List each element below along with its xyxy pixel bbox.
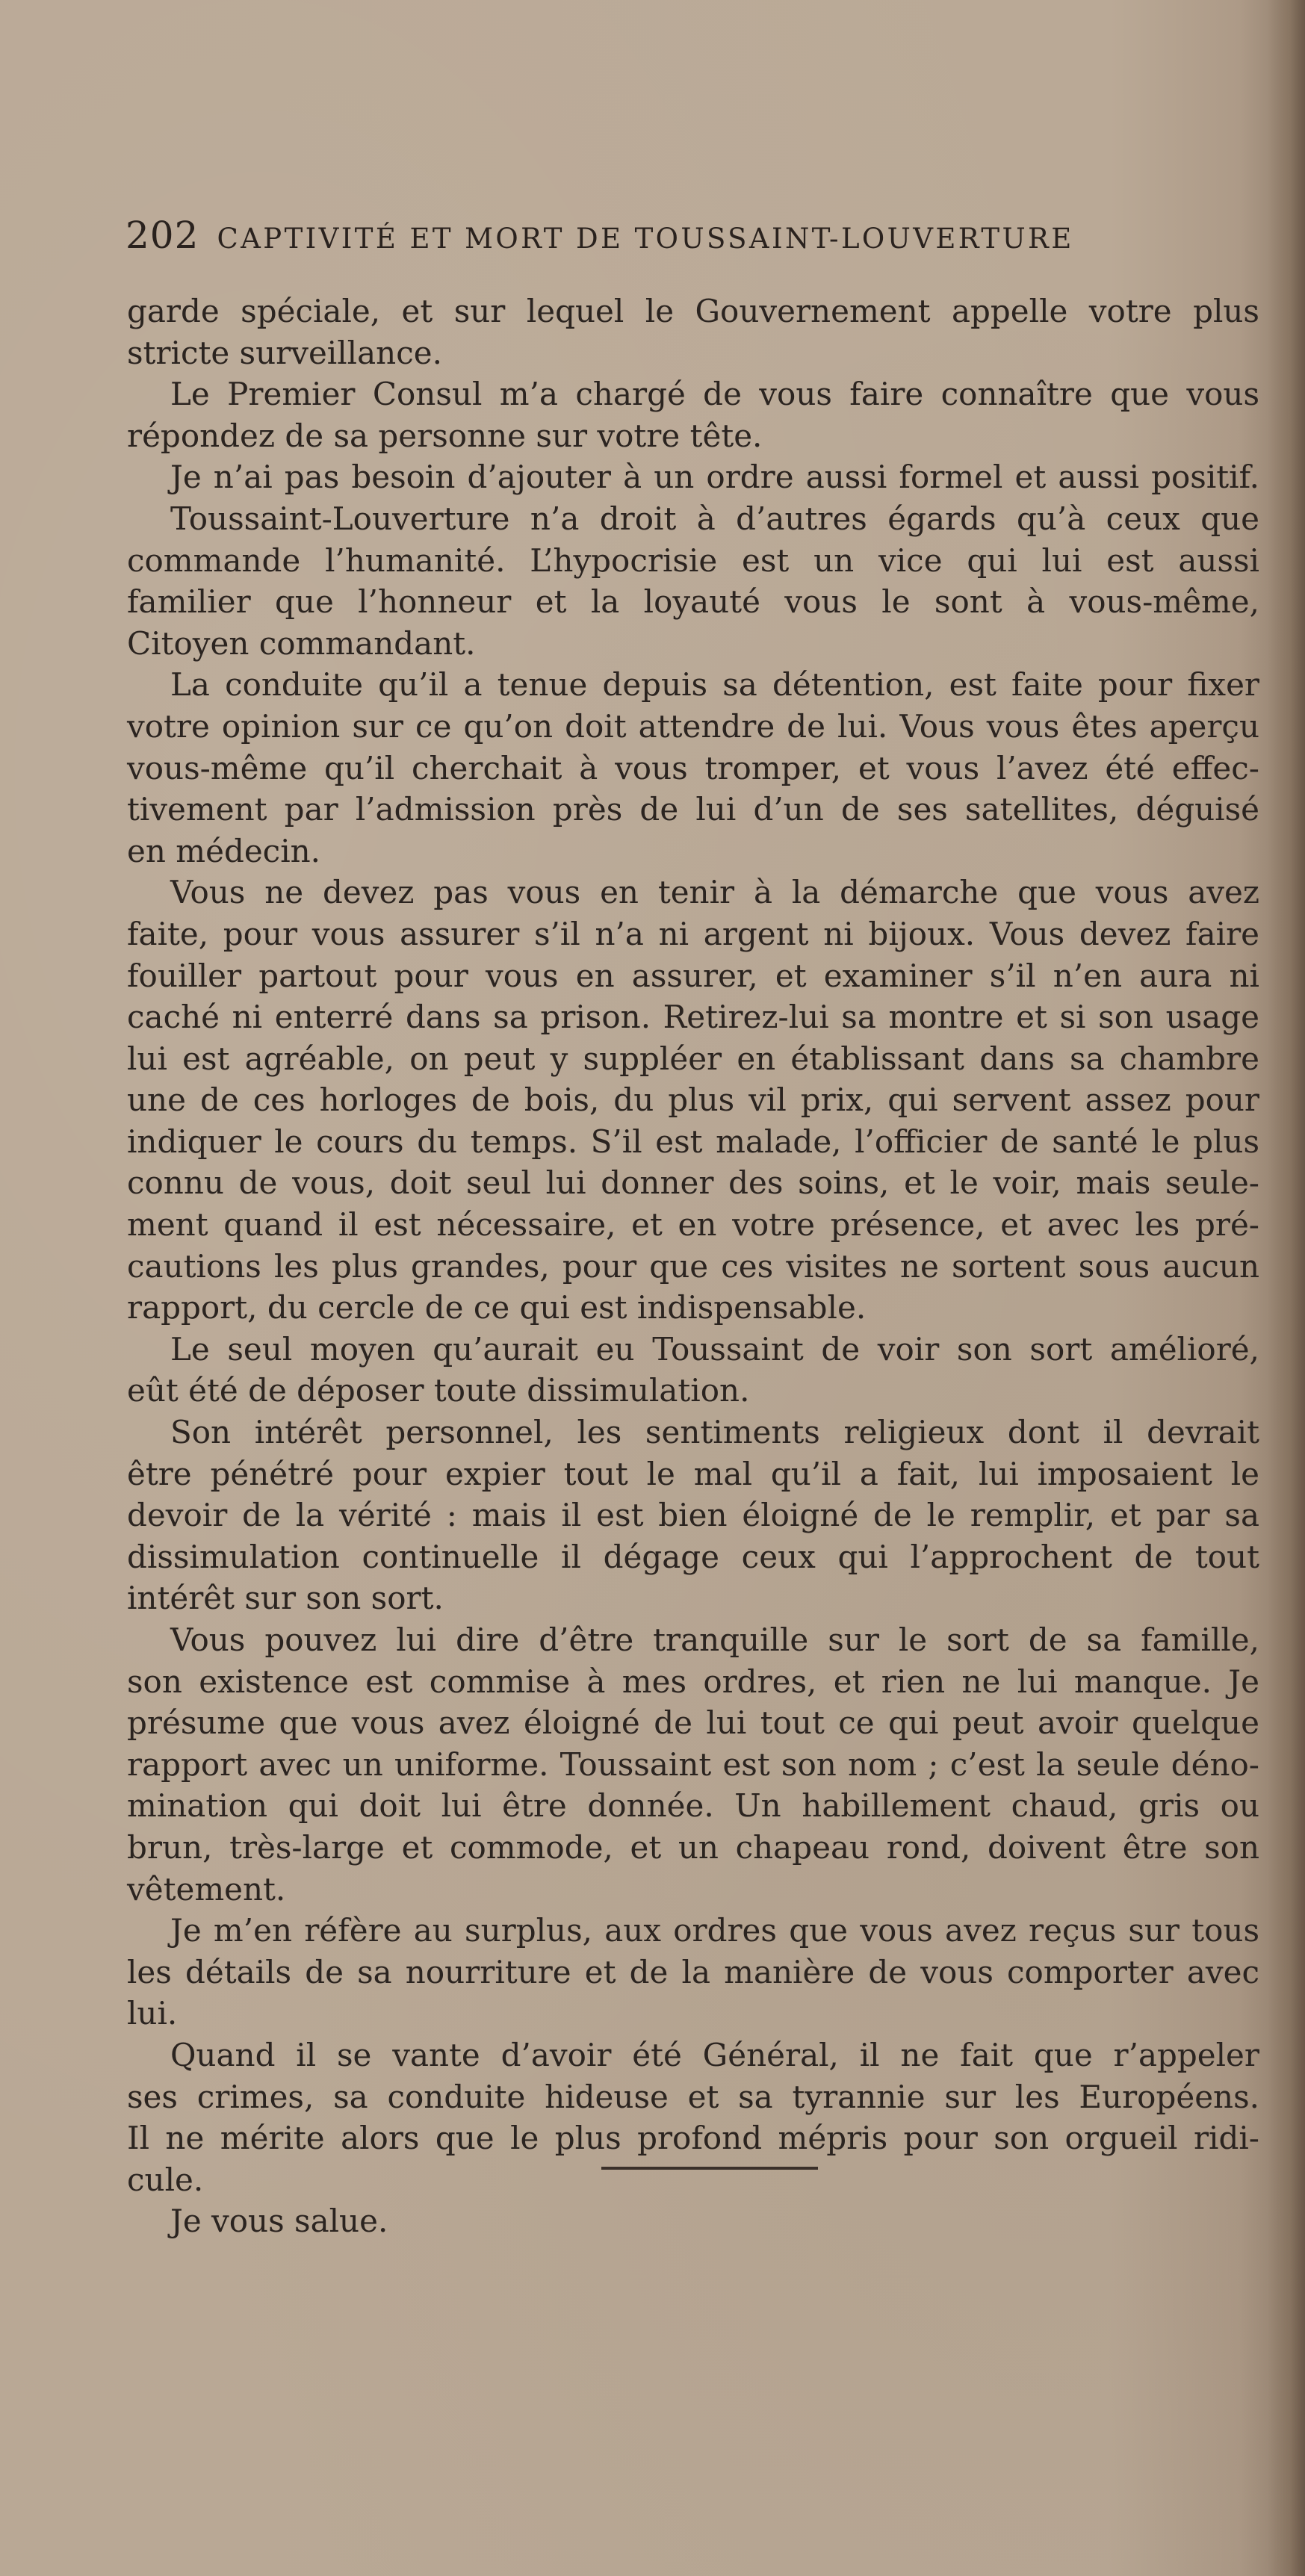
text-line: Toussaint-Louverture n’a droit à d’autres égards qu’à ceux que (170, 500, 1259, 537)
text-line: rapport avec un uniforme. Toussaint est son nom ; c’est la seule déno- (127, 1745, 1259, 1783)
text-line: une de ces horloges de bois, du plus vil prix, qui servent assez pour (127, 1081, 1259, 1119)
text-line: Le Premier Consul m’a chargé de vous faire connaître que vous (170, 376, 1259, 413)
text-line: Citoyen commandant. (127, 624, 476, 662)
text-line: Je n’ai pas besoin d’ajouter à un ordre aussi formel et aussi positif. (170, 459, 1259, 496)
text-line: votre opinion sur ce qu’on doit attendre de lui. Vous vous êtes aperçu (127, 707, 1259, 745)
text-line: répondez de sa personne sur votre tête. (127, 417, 763, 454)
text-line: Il ne mérite alors que le plus profond mépris pour son orgueil ridi- (127, 2120, 1259, 2157)
text-line: eût été de déposer toute dissimulation. (127, 1372, 750, 1409)
text-line: Quand il se vante d’avoir été Général, il ne fait que r’appeler (170, 2036, 1259, 2073)
text-line: stricte surveillance. (127, 334, 442, 371)
page-header (125, 214, 1201, 258)
page-number: 202 (125, 214, 199, 257)
text-line: brun, très-large et commode, et un chapeau rond, doivent être son (127, 1828, 1259, 1866)
text-line: mination qui doit lui être donnée. Un habillement chaud, gris ou (127, 1787, 1259, 1825)
text-line: tivement par l’admission près de lui d’un de ses satellites, déguisé (127, 791, 1259, 828)
running-title: CAPTIVITÉ ET MORT DE TOUSSAINT-LOUVERTURE (217, 223, 1074, 255)
text-line: ment quand il est nécessaire, et en votre présence, et avec les pré- (127, 1206, 1259, 1244)
text-line: commande l’humanité. L’hypocrisie est un vice qui lui est aussi (127, 541, 1259, 579)
text-line: Le seul moyen qu’aurait eu Toussaint de voir son sort amélioré, (170, 1330, 1259, 1368)
text-line: familier que l’honneur et la loyauté vous le sont à vous-même, (127, 583, 1259, 621)
page-edge-shadow (1268, 0, 1305, 2576)
text-line: cule. (127, 2161, 204, 2198)
text-line: vêtement. (127, 1870, 286, 1908)
text-line: son existence est commise à mes ordres, et rien ne lui manque. Je (127, 1663, 1259, 1700)
text-line: devoir de la vérité : mais il est bien éloigné de le remplir, et par sa (127, 1497, 1259, 1534)
text-line: en médecin. (127, 832, 321, 869)
text-line: lui. (127, 1995, 178, 2032)
text-line: lui est agréable, on peut y suppléer en établissant dans sa chambre (127, 1040, 1259, 1077)
text-line: les détails de sa nourriture et de la manière de vous comporter avec (127, 1953, 1259, 1990)
text-line: dissimulation continuelle il dégage ceux qui l’approchent de tout (127, 1538, 1259, 1575)
text-line: Je m’en réfère au surplus, aux ordres que vous avez reçus sur tous (170, 1912, 1259, 1949)
text-line: connu de vous, doit seul lui donner des soins, et le voir, mais seule- (127, 1164, 1259, 1202)
text-line: Vous pouvez lui dire d’être tranquille sur le sort de sa famille, (170, 1621, 1259, 1658)
text-line: intérêt sur son sort. (127, 1580, 444, 1617)
text-line: garde spéciale, et sur lequel le Gouvernement appelle votre plus (127, 293, 1259, 329)
text-line: indiquer le cours du temps. S’il est malade, l’officier de santé le plus (127, 1123, 1259, 1160)
text-line: Son intérêt personnel, les sentiments religieux dont il devrait (170, 1414, 1259, 1451)
text-line: La conduite qu’il a tenue depuis sa détention, est faite pour fixer (170, 666, 1259, 704)
text-line: caché ni enterré dans sa prison. Retirez-lui sa montre et si son usage (127, 999, 1259, 1036)
text-line: faite, pour vous assurer s’il n’a ni argent ni bijoux. Vous devez faire (127, 915, 1259, 952)
text-line: rapport, du cercle de ce qui est indispensable. (127, 1289, 867, 1326)
text-line: Vous ne devez pas vous en tenir à la démarche que vous avez (170, 874, 1259, 911)
text-line: fouiller partout pour vous en assurer, et examiner s’il n’en aura ni (127, 957, 1259, 994)
text-line: être pénétré pour expier tout le mal qu’il a fait, lui imposaient le (127, 1455, 1259, 1492)
text-line: cautions les plus grandes, pour que ces visites ne sortent sous aucun (127, 1247, 1259, 1285)
letter-body (127, 291, 1259, 2242)
text-line: ses crimes, sa conduite hideuse et sa tyrannie sur les Européens. (127, 2078, 1259, 2115)
text-line: vous-même qu’il cherchait à vous tromper, et vous l’avez été effec- (127, 749, 1259, 786)
text-line: Je vous salue. (170, 2203, 388, 2240)
text-line: présume que vous avez éloigné de lui tout ce qui peut avoir quelque (127, 1704, 1259, 1742)
end-rule (601, 2167, 818, 2170)
